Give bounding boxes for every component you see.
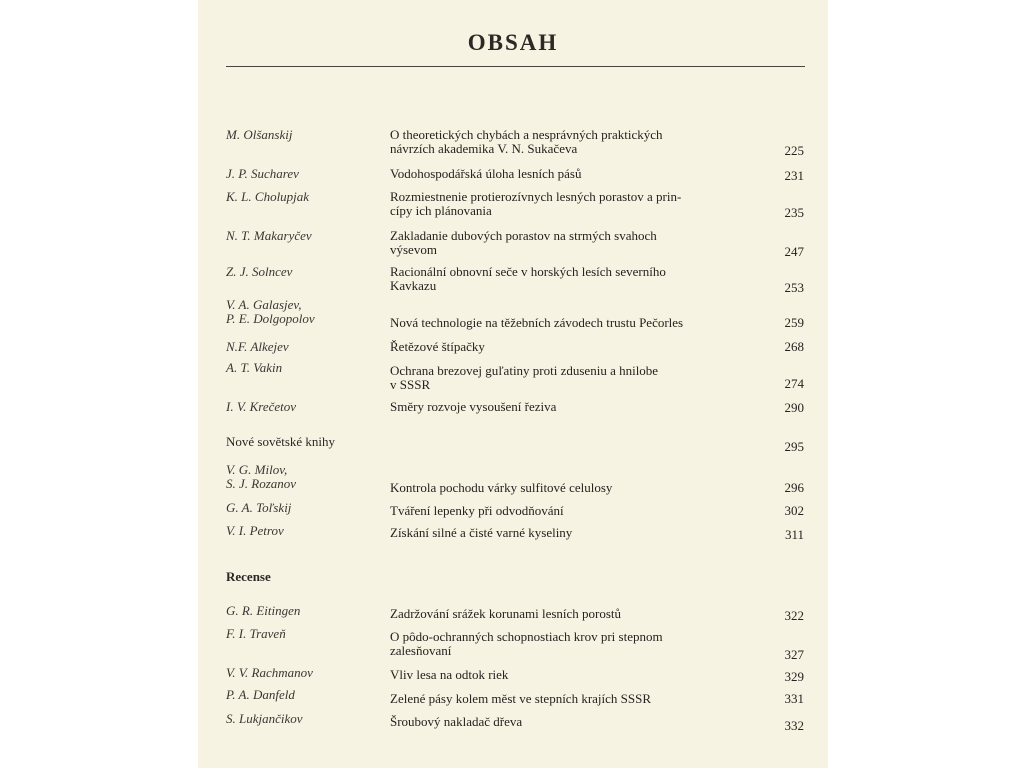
entry-title: Racionální obnovní seče v horských lesích severního Kavkazu <box>390 264 666 293</box>
entry-author: G. R. Eitingen <box>226 603 301 618</box>
entry-author: V. V. Rachmanov <box>226 665 313 680</box>
entry-title: Šroubový nakladač dřeva <box>390 714 523 729</box>
entry-page: 332 <box>784 718 804 733</box>
entry-author: N. T. Makaryčev <box>226 228 312 243</box>
entry-author: P. A. Danfeld <box>226 687 295 702</box>
entry-title: O theoretických chybách a nesprávných praktických návrzích akademika V. N. Sukačeva <box>390 127 663 156</box>
section-heading-recense: Recense <box>226 569 271 584</box>
entry-author: N.F. Alkejev <box>226 339 289 354</box>
entry-page: 253 <box>784 280 804 295</box>
entry-title: Ochrana brezovej guľatiny proti zduseniu a hnilobe v SSSR <box>390 363 659 392</box>
entry-title: O pôdo-ochranných schopnostiach krov pri stepnom zalesňovaní <box>390 629 663 658</box>
entry-title: Vliv lesa na odtok riek <box>390 667 509 682</box>
entry-page: 259 <box>784 315 804 330</box>
entry-title: Kontrola pochodu várky sulfitové celulosy <box>390 480 613 495</box>
entry-title: Zakladanie dubových porastov na strmých svahoch výsevom <box>390 228 657 257</box>
entry-title: Směry rozvoje vysoušení řeziva <box>390 399 557 414</box>
entry-page: 231 <box>784 168 804 183</box>
entry-page: 329 <box>784 669 804 684</box>
title-rule <box>226 66 805 67</box>
entry-title: Vodohospodářská úloha lesních pásů <box>390 166 582 181</box>
entry-author: A. T. Vakin <box>226 360 283 375</box>
entry-author: F. I. Traveň <box>226 626 286 641</box>
entry-page: 235 <box>784 205 804 220</box>
section-page-books: 295 <box>784 439 804 454</box>
entry-page: 268 <box>784 339 804 354</box>
entry-page: 327 <box>784 647 804 662</box>
entry-page: 247 <box>784 244 804 259</box>
entry-title: Získání silné a čisté varné kyseliny <box>390 525 573 540</box>
entry-author: V. A. Galasjev, P. E. Dolgopolov <box>226 297 315 326</box>
entry-page: 331 <box>784 691 804 706</box>
entry-page: 322 <box>784 608 804 623</box>
entry-author: J. P. Sucharev <box>226 166 299 181</box>
entry-title: Tváření lepenky při odvodňování <box>390 503 564 518</box>
entry-title: Zadržování srážek korunami lesních porostů <box>390 606 622 621</box>
entry-author: M. Olšanskij <box>226 127 293 142</box>
entry-page: 290 <box>784 400 804 415</box>
entry-author: Z. J. Solncev <box>226 264 293 279</box>
entry-author: G. A. Toľskij <box>226 500 292 515</box>
entry-title: Zelené pásy kolem měst ve stepních krajích SSSR <box>390 691 652 706</box>
document-page <box>198 0 828 768</box>
entry-page: 296 <box>784 480 804 495</box>
entry-title: Nová technologie na těžebních závodech trustu Pečorles <box>390 315 684 330</box>
entry-page: 225 <box>784 143 804 158</box>
entry-title: Řetězové štípačky <box>390 339 485 354</box>
entry-author: V. G. Milov, S. J. Rozanov <box>226 462 297 491</box>
entry-author: K. L. Cholupjak <box>226 189 310 204</box>
section-heading-books: Nové sovětské knihy <box>226 434 336 449</box>
entry-title: Rozmiestnenie protierozívnych lesných porastov a prin- cípy ich plánovania <box>390 189 682 218</box>
page-title: OBSAH <box>467 30 559 55</box>
entry-author: I. V. Krečetov <box>226 399 297 414</box>
entry-author: V. I. Petrov <box>226 523 284 538</box>
entry-page: 274 <box>784 376 804 391</box>
entry-author: S. Lukjančikov <box>226 711 303 726</box>
entry-page: 311 <box>784 527 804 542</box>
entry-page: 302 <box>784 503 804 518</box>
